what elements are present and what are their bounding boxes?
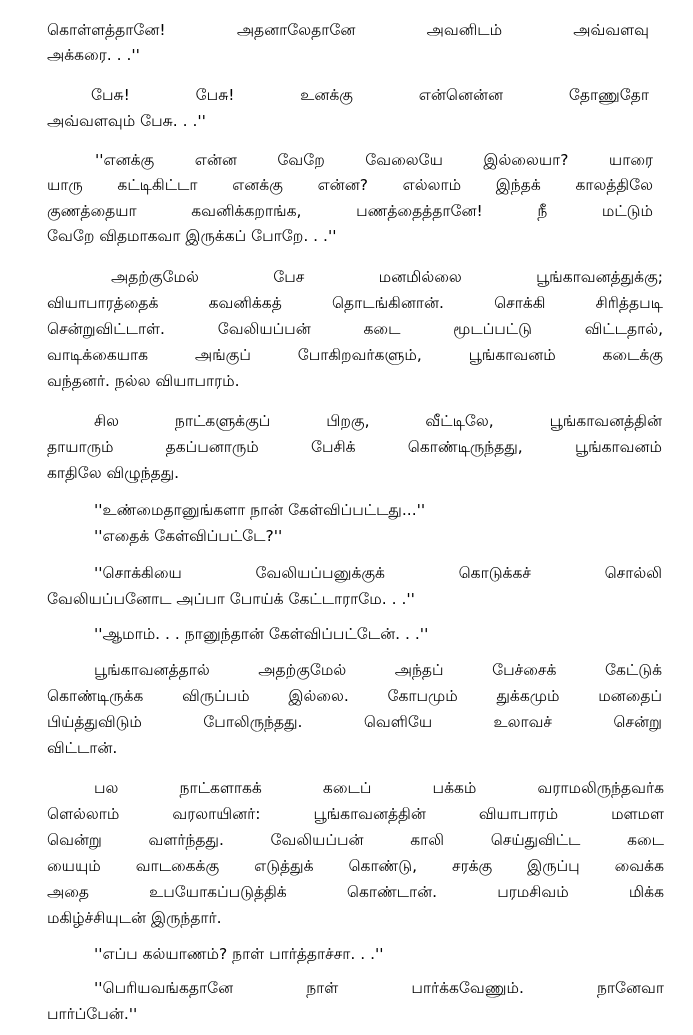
text-line: ''ஆமாம். . . நானுந்தான் கேள்விப்பட்டேன். . .'' <box>94 625 429 643</box>
text-line: சென்றுவிட்டாள். வேலியப்பன் கடை மூடப்பட்டு விட்டதால், <box>47 320 663 338</box>
text-line: அக்கரை. . .'' <box>47 46 140 64</box>
text-line: யாரு கட்டிகிட்டா எனக்கு என்ன? எல்லாம் இந்தக் காலத்திலே <box>47 176 653 194</box>
text-line: அதற்குமேல் பேச மனமில்லை பூங்காவனத்துக்கு; <box>111 268 663 286</box>
text-line: வேலியப்பனோட அப்பா போய்க் கேட்டாராமே. . .'' <box>47 590 415 608</box>
text-line: பல நாட்களாகக் கடைப் பக்கம் வராமலிருந்தவர்க <box>94 779 664 797</box>
text-line: ''உண்மைதானுங்களா நான் கேள்விப்பட்டது...'' <box>94 501 426 519</box>
text-line: பேசு! பேசு! உனக்கு என்னென்ன தோணுதோ <box>91 86 649 104</box>
text-line: ''எனக்கு என்ன வேறே வேலையே இல்லையா? யாரை <box>95 151 653 169</box>
text-line: வந்தனர். நல்ல வியாபாரம். <box>47 372 240 390</box>
text-line: ''பெரியவங்கதானே நாள் பார்க்கவேணும். நானேவா <box>94 979 664 997</box>
text-line: வேறே விதமாகவா இருக்கப் போறே. . .'' <box>47 227 337 245</box>
text-line: கொண்டிருக்க விருப்பம் இல்லை. கோபமும் துக்கமும் மனதைப் <box>47 687 662 705</box>
text-line: அவ்வளவும் பேசு. . .'' <box>47 112 206 130</box>
text-line: பார்ப்பேன்.'' <box>47 1005 138 1023</box>
text-line: பூங்காவனத்தால் அதற்குமேல் அந்தப் பேச்சைக் கேட்டுக் <box>94 661 662 679</box>
text-line: சில நாட்களுக்குப் பிறகு, வீட்டிலே, பூங்காவனத்தின் <box>94 412 662 430</box>
text-line: மகிழ்ச்சியுடன் இருந்தார். <box>47 909 222 927</box>
text-line: வென்று வளர்ந்தது. வேலியப்பன் காலி செய்துவிட்ட கடை <box>47 831 664 849</box>
text-line: ளெல்லாம் வரலாயினர்: பூங்காவனத்தின் வியாபாரம் மளமள <box>47 805 664 823</box>
text-line: காதிலே விழுந்தது. <box>47 464 180 482</box>
text-line: வாடிக்கையாக அங்குப் போகிறவர்களும், பூங்காவனம் கடைக்கு <box>47 346 663 364</box>
text-line: ''சொக்கியை வேலியப்பனுக்குக் கொடுக்கச் சொல்லி <box>94 564 662 582</box>
text-line: ''எதைக் கேள்விப்பட்டே?'' <box>94 527 283 545</box>
text-line: யையும் வாடகைக்கு எடுத்துக் கொண்டு, சரக்கு இருப்பு வைக்க <box>47 857 664 875</box>
text-line: பிய்த்துவிடும் போலிருந்தது. வெளியே உலாவச் சென்று <box>47 713 662 731</box>
text-line: விட்டான். <box>47 739 118 757</box>
text-line: வியாபாரத்தைக் கவனிக்கத் தொடங்கினான். சொக்கி சிரித்தபடி <box>47 294 663 312</box>
text-line: ''எப்ப கல்யாணம்? நாள் பார்த்தாச்சா. . .'' <box>94 945 384 963</box>
text-line: அதை உபயோகப்படுத்திக் கொண்டான். பரமசிவம் மிக்க <box>47 883 664 901</box>
text-line: கொள்ளத்தானே! அதனாலேதானே அவனிடம் அவ்வளவு <box>47 21 649 39</box>
text-line: குணத்தையா கவனிக்கறாங்க, பணத்தைத்தானே! நீ மட்டும் <box>47 202 653 220</box>
text-line: தாயாரும் தகப்பனாரும் பேசிக் கொண்டிருந்தது, பூங்காவனம் <box>47 438 662 456</box>
